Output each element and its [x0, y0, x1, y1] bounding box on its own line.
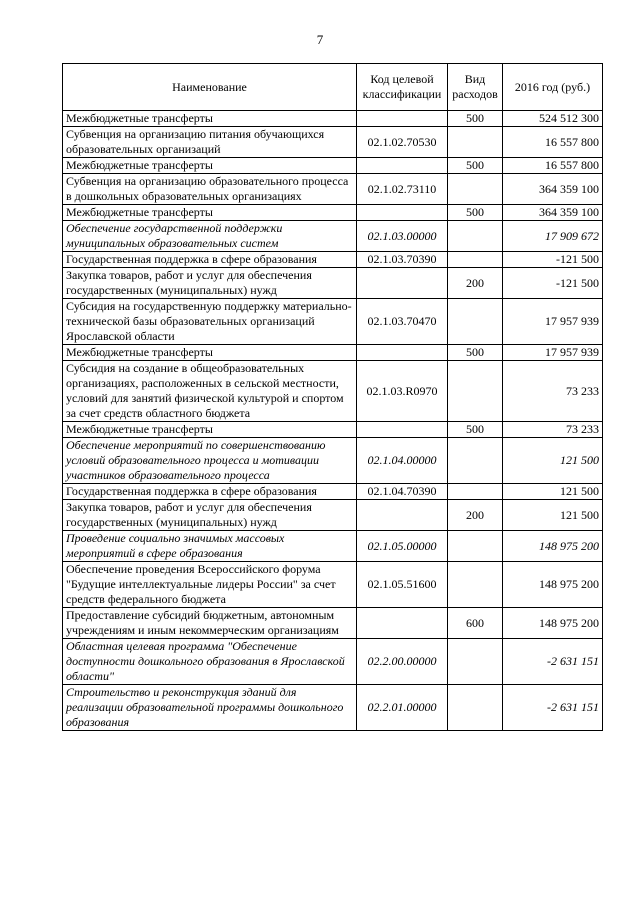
row-amount: 524 512 300	[503, 111, 603, 127]
row-name: Межбюджетные трансферты	[63, 158, 357, 174]
table-row	[63, 205, 603, 221]
row-type	[448, 438, 503, 484]
row-amount: 16 557 800	[503, 158, 603, 174]
row-name: Субвенция на организацию питания обучающихся образовательных организаций	[63, 127, 357, 158]
row-amount: 73 233	[503, 361, 603, 422]
table-row	[63, 268, 603, 299]
row-code: 02.1.04.70390	[357, 484, 448, 500]
row-name: Строительство и реконструкция зданий для реализации образовательной программы дошкольного образования	[63, 685, 357, 731]
row-code: 02.1.05.00000	[357, 531, 448, 562]
header-type: Вид расходов	[448, 64, 503, 111]
table-row	[63, 562, 603, 608]
row-type: 500	[448, 422, 503, 438]
table-row	[63, 299, 603, 345]
row-name: Межбюджетные трансферты	[63, 111, 357, 127]
row-amount: -121 500	[503, 268, 603, 299]
row-name: Обеспечение мероприятий по совершенствованию условий образовательного процесса и мотивации участников образовательного процесса	[63, 438, 357, 484]
row-type	[448, 361, 503, 422]
row-amount: -2 631 151	[503, 639, 603, 685]
row-code	[357, 158, 448, 174]
table-row	[63, 438, 603, 484]
row-type: 500	[448, 111, 503, 127]
row-name: Областная целевая программа "Обеспечение доступности дошкольного образования в Ярославской области"	[63, 639, 357, 685]
row-type	[448, 299, 503, 345]
row-name: Обеспечение проведения Всероссийского форума "Будущие интеллектуальные лидеры России" за счет средств федерального бюджета	[63, 562, 357, 608]
table-row	[63, 500, 603, 531]
table-row	[63, 639, 603, 685]
row-code	[357, 111, 448, 127]
header-code: Код целевой классификации	[357, 64, 448, 111]
row-code: 02.2.00.00000	[357, 639, 448, 685]
row-name: Субвенция на организацию образовательного процесса в дошкольных образовательных организациях	[63, 174, 357, 205]
row-amount: 121 500	[503, 438, 603, 484]
row-name: Межбюджетные трансферты	[63, 422, 357, 438]
table-row	[63, 221, 603, 252]
row-code: 02.1.03.R0970	[357, 361, 448, 422]
row-name: Обеспечение государственной поддержки муниципальных образовательных систем	[63, 221, 357, 252]
table-row	[63, 111, 603, 127]
row-code: 02.1.04.00000	[357, 438, 448, 484]
table-row	[63, 345, 603, 361]
row-amount: 16 557 800	[503, 127, 603, 158]
row-name: Межбюджетные трансферты	[63, 205, 357, 221]
row-type	[448, 562, 503, 608]
page-number: 7	[316, 32, 324, 47]
row-amount: 148 975 200	[503, 608, 603, 639]
row-code: 02.1.05.51600	[357, 562, 448, 608]
row-type: 600	[448, 608, 503, 639]
row-amount: -2 631 151	[503, 685, 603, 731]
row-amount: 148 975 200	[503, 562, 603, 608]
row-code: 02.1.02.70530	[357, 127, 448, 158]
row-name: Субсидия на государственную поддержку материально-технической базы образовательных организаций Ярославской области	[63, 299, 357, 345]
row-type	[448, 174, 503, 205]
row-amount: 17 957 939	[503, 299, 603, 345]
row-code: 02.1.03.00000	[357, 221, 448, 252]
row-type: 500	[448, 345, 503, 361]
row-type	[448, 127, 503, 158]
table-row	[63, 252, 603, 268]
table-row	[63, 127, 603, 158]
row-amount: -121 500	[503, 252, 603, 268]
row-code	[357, 422, 448, 438]
row-type: 200	[448, 268, 503, 299]
row-name: Предоставление субсидий бюджетным, автономным учреждениям и иным некоммерческим организациям	[63, 608, 357, 639]
row-type	[448, 252, 503, 268]
row-amount: 17 957 939	[503, 345, 603, 361]
row-code	[357, 268, 448, 299]
budget-table	[62, 63, 603, 731]
table-row	[63, 422, 603, 438]
row-code: 02.1.02.73110	[357, 174, 448, 205]
table-row	[63, 158, 603, 174]
row-code: 02.2.01.00000	[357, 685, 448, 731]
row-name: Закупка товаров, работ и услуг для обеспечения государственных (муниципальных) нужд	[63, 500, 357, 531]
row-code: 02.1.03.70470	[357, 299, 448, 345]
header-amount: 2016 год (руб.)	[503, 64, 603, 111]
row-amount: 121 500	[503, 500, 603, 531]
row-amount: 148 975 200	[503, 531, 603, 562]
row-type	[448, 484, 503, 500]
row-name: Проведение социально значимых массовых мероприятий в сфере образования	[63, 531, 357, 562]
row-name: Субсидия на создание в общеобразовательных организациях, расположенных в сельской местности, условий для занятий физической культурой и спортом за счет средств областного бюджета	[63, 361, 357, 422]
row-type	[448, 531, 503, 562]
row-name: Государственная поддержка в сфере образования	[63, 252, 357, 268]
row-name: Межбюджетные трансферты	[63, 345, 357, 361]
header-name: Наименование	[63, 64, 357, 111]
table-header-row	[63, 64, 603, 111]
row-code	[357, 205, 448, 221]
table-row	[63, 608, 603, 639]
row-amount: 364 359 100	[503, 205, 603, 221]
row-code	[357, 608, 448, 639]
table-row	[63, 484, 603, 500]
row-type: 200	[448, 500, 503, 531]
row-amount: 121 500	[503, 484, 603, 500]
row-name: Государственная поддержка в сфере образования	[63, 484, 357, 500]
row-amount: 73 233	[503, 422, 603, 438]
table-row	[63, 174, 603, 205]
row-type	[448, 221, 503, 252]
row-name: Закупка товаров, работ и услуг для обеспечения государственных (муниципальных) нужд	[63, 268, 357, 299]
table-row	[63, 361, 603, 422]
row-type: 500	[448, 158, 503, 174]
row-type	[448, 639, 503, 685]
row-code: 02.1.03.70390	[357, 252, 448, 268]
row-type	[448, 685, 503, 731]
row-amount: 364 359 100	[503, 174, 603, 205]
table-row	[63, 685, 603, 731]
row-code	[357, 345, 448, 361]
row-code	[357, 500, 448, 531]
row-type: 500	[448, 205, 503, 221]
table-row	[63, 531, 603, 562]
row-amount: 17 909 672	[503, 221, 603, 252]
